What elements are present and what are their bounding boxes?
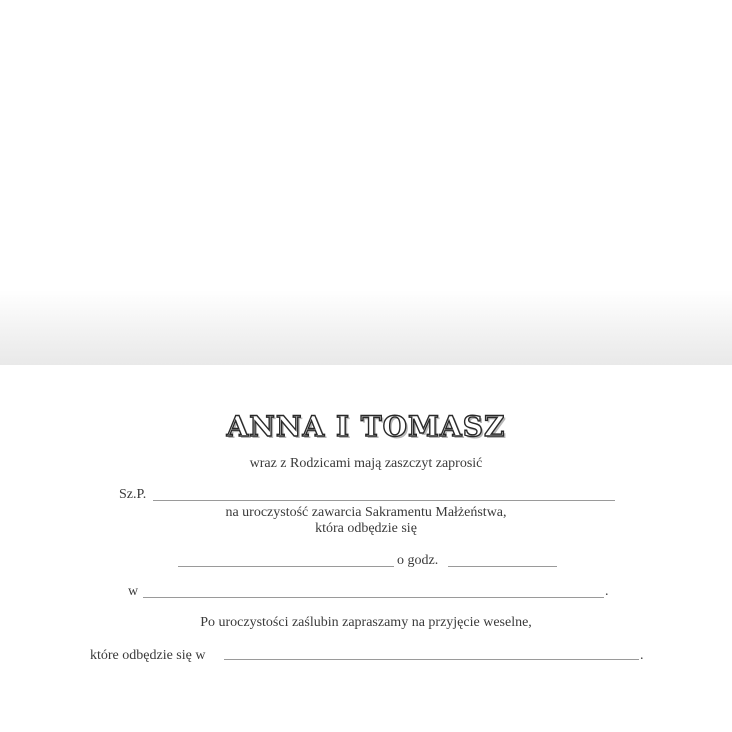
reception-place-line[interactable] xyxy=(224,659,639,660)
guest-label: Sz.P. xyxy=(119,487,147,502)
reception-end-dot: . xyxy=(640,648,644,663)
time-line[interactable] xyxy=(448,566,557,567)
place-label: w xyxy=(128,584,139,599)
place-end-dot: . xyxy=(605,584,609,599)
date-line[interactable] xyxy=(178,566,394,567)
intro-text: wraz z Rodzicami mają zaszczyt zaprosić xyxy=(249,456,483,471)
reception-text: Po uroczystości zaślubin zapraszamy na przyjęcie weselne, xyxy=(200,615,532,630)
place-line[interactable] xyxy=(143,597,604,598)
reception-place-label: które odbędzie się w xyxy=(90,648,206,663)
ceremony-text-line2: która odbędzie się xyxy=(315,521,417,536)
couple-names-title: ANNA I TOMASZ xyxy=(226,410,506,443)
card-front-panel xyxy=(0,0,732,365)
guest-name-line[interactable] xyxy=(153,500,615,501)
ceremony-text-line1: na uroczystość zawarcia Sakramentu Małżeństwa, xyxy=(225,505,507,520)
time-label: o godz. xyxy=(397,553,439,568)
